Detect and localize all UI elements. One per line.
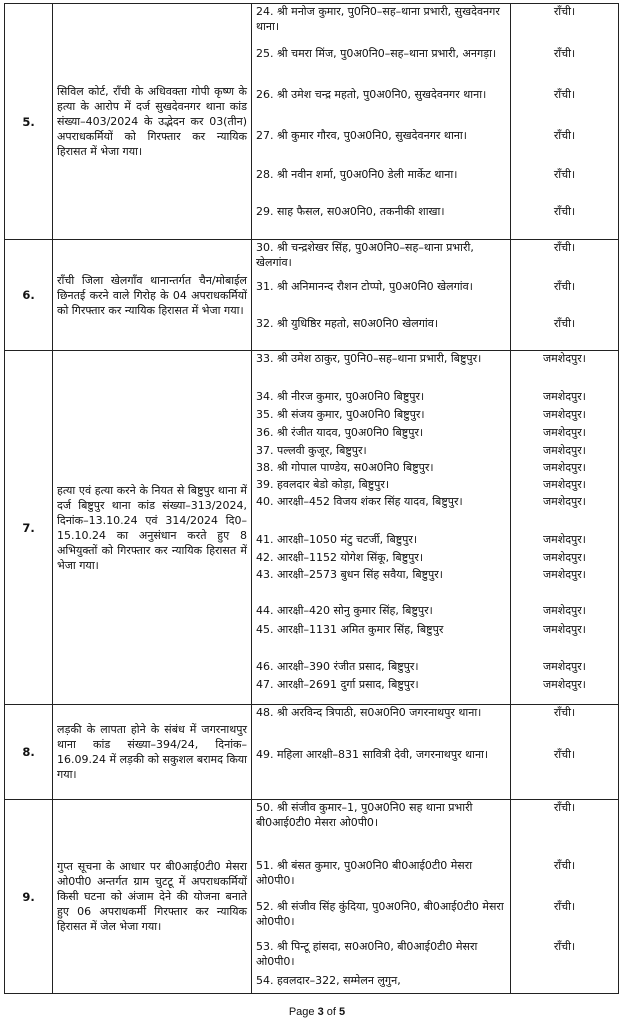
officer-entry: 53. श्री पिन्टू हांसदा, स0अ0नि0, बी0आई0टी0 मेसरा ओ0पी0। (256, 940, 478, 968)
officer-entry: 39. हवलदार बेडो कोड़ा, बिष्टुपुर। (256, 478, 390, 491)
serial-number: 8. (5, 705, 53, 800)
location-list (511, 240, 619, 351)
location-entry: जमशेदपुर। (543, 551, 586, 564)
location-entry: जमशेदपुर। (543, 660, 586, 673)
serial-number: 7. (5, 351, 53, 705)
officer-entry: 50. श्री संजीव कुमार–1, पु0अ0नि0 सह थाना प्रभारी बी0आई0टी0 मेसरा ओ0पी0। (256, 801, 473, 829)
officer-entry: 54. हवलदार–322, सम्मेलन लुगुन, (256, 974, 401, 987)
location-entry: राँची। (553, 47, 576, 60)
officer-entry: 26. श्री उमेश चन्द्र महतो, पु0अ0नि0, सुखदेवनगर थाना। (256, 88, 487, 101)
current-page-number: 3 (317, 1006, 324, 1018)
table-row (5, 351, 619, 705)
page-footer (0, 1006, 634, 1018)
location-list (511, 705, 619, 800)
location-entry: राँची। (553, 168, 576, 181)
officer-entry: 51. श्री बंसत कुमार, पु0अ0नि0 बी0आई0टी0 मेसरा ओ0पी0। (256, 859, 473, 887)
officer-entry: 43. आरक्षी–2573 बुधन सिंह सवैया, बिष्टुपुर। (256, 568, 443, 581)
officer-entry: 44. आरक्षी–420 सोनु कुमार सिंह, बिष्टुपुर। (256, 604, 433, 617)
serial-number: 5. (5, 4, 53, 240)
officer-entry: 41. आरक्षी–1050 मंटु चटर्जी, बिष्टुपुर। (256, 533, 418, 546)
page-label: Page (288, 1006, 318, 1018)
location-entry: राँची। (553, 88, 576, 101)
location-entry: राँची। (553, 129, 576, 142)
officer-list (252, 4, 511, 240)
honours-table (4, 3, 619, 994)
location-entry: राँची। (553, 706, 576, 719)
location-entry: राँची। (553, 280, 576, 293)
officer-entry: 28. श्री नवीन शर्मा, पु0अ0नि0 डेली मार्केट थाना। (256, 168, 458, 181)
officer-entry: 32. श्री युधिष्ठिर महतो, स0अ0नि0 खेलगांव। (256, 317, 439, 330)
officer-list (252, 351, 511, 705)
location-entry: राँची। (553, 801, 576, 814)
location-list (511, 4, 619, 240)
location-entry: जमशेदपुर। (543, 533, 586, 546)
case-description: सिविल कोर्ट, राँची के अधिवक्ता गोपी कृष्ण के हत्या के आरोप में दर्ज सुखदेवनगर थाना कांड संख्या–403/2024 के उद्भेदन कर 03(तीन) अपराधकर्मियों को गिरफ्तार कर न्यायिक हिरासत में भेजा गया। (53, 4, 252, 240)
case-description: गुप्त सूचना के आधार पर बी0आई0टी0 मेसरा ओ0पी0 अन्तर्गत ग्राम चुटटू में अपराधकर्मियों किसी घटना को अंजाम देने की योजना बनाते हुए 06 अपराधकर्मी गिरफ्तार कर न्यायिक हिरासत में जेल भेजा गया। (53, 800, 252, 994)
officer-entry: 33. श्री उमेश ठाकुर, पु0नि0–सह–थाना प्रभारी, बिष्टुपुर। (256, 352, 482, 365)
case-description: हत्या एवं हत्या करने के नियत से बिष्टुपुर थाना में दर्ज बिष्टुपुर थाना कांड संख्या–313/2024, दिनांक–13.10.24 एवं 314/2024 दि0–15.10.24 का अनुसंधान करते हुए 8 अभियुक्तों को गिरफ्तार कर न्यायिक हिरासत में भेजा गया। (53, 351, 252, 705)
location-entry: राँची। (553, 748, 576, 761)
officer-entry: 47. आरक्षी–2691 दुर्गा प्रसाद, बिष्टुपुर। (256, 678, 419, 691)
table-row (5, 240, 619, 351)
location-entry: जमशेदपुर। (543, 408, 586, 421)
officer-entry: 29. साह फैसल, स0अ0नि0, तकनीकी शाखा। (256, 205, 445, 218)
officer-entry: 25. श्री चमरा मिंज, पु0अ0नि0–सह–थाना प्रभारी, अनगड़ा। (256, 47, 497, 60)
location-entry: राँची। (553, 900, 576, 913)
case-description: लड़की के लापता होने के संबंध में जगरनाथपुर थाना कांड संख्या–394/24, दिनांक–16.09.24 में लड़की को सकुशल बरामद किया गया। (53, 705, 252, 800)
location-list (511, 800, 619, 994)
location-entry: जमशेदपुर। (543, 426, 586, 439)
officer-entry: 38. श्री गोपाल पाण्डेय, स0अ0नि0 बिष्टुपुर। (256, 461, 434, 474)
officer-entry: 46. आरक्षी–390 रंजीत प्रसाद, बिष्टुपुर। (256, 660, 419, 673)
officer-entry: 35. श्री संजय कुमार, पु0अ0नि0 बिष्टुपुर। (256, 408, 425, 421)
location-entry: राँची। (553, 859, 576, 872)
location-entry: जमशेदपुर। (543, 352, 586, 365)
location-entry: राँची। (553, 5, 576, 18)
location-entry: जमशेदपुर। (543, 568, 586, 581)
officer-entry: 45. आरक्षी–1131 अमित कुमार सिंह, बिष्टुपुर (256, 623, 444, 636)
location-entry: जमशेदपुर। (543, 678, 586, 691)
officer-entry: 24. श्री मनोज कुमार, पु0नि0–सह–थाना प्रभारी, सुखदेवनगर थाना। (256, 5, 500, 33)
location-entry: राँची। (553, 940, 576, 953)
serial-number: 9. (5, 800, 53, 994)
case-description: राँची जिला खेलगाँव थानान्तर्गत चैन/मोबाईल छिनतई करने वाले गिरोह के 04 अपराधकर्मियों को गिरफ्तार कर न्यायिक हिरासत में भेजा गया। (53, 240, 252, 351)
officer-entry: 48. श्री अरविन्द त्रिपाठी, स0अ0नि0 जगरनाथपुर थाना। (256, 706, 482, 719)
table-row (5, 800, 619, 994)
location-entry: जमशेदपुर। (543, 478, 586, 491)
serial-number: 6. (5, 240, 53, 351)
location-entry: जमशेदपुर। (543, 604, 586, 617)
location-entry: जमशेदपुर। (543, 495, 586, 508)
officer-list (252, 240, 511, 351)
location-entry: जमशेदपुर। (543, 390, 586, 403)
officer-list (252, 800, 511, 994)
location-list (511, 351, 619, 705)
location-entry: राँची। (553, 241, 576, 254)
location-entry: राँची। (553, 317, 576, 330)
location-entry: जमशेदपुर। (543, 461, 586, 474)
page-of-label: of (323, 1006, 340, 1018)
officer-entry: 40. आरक्षी–452 विजय शंकर सिंह यादव, बिष्टुपुर। (256, 495, 463, 508)
officer-entry: 31. श्री अनिमानन्द रौशन टोप्पो, पु0अ0नि0 खेलगांव। (256, 280, 473, 293)
total-page-count: 5 (339, 1006, 346, 1018)
table-row (5, 705, 619, 800)
officer-entry: 27. श्री कुमार गौरव, पु0अ0नि0, सुखदेवनगर थाना। (256, 129, 467, 142)
officer-entry: 30. श्री चन्द्रशेखर सिंह, पु0अ0नि0–सह–थाना प्रभारी, खेलगांव। (256, 241, 474, 269)
officer-list (252, 705, 511, 800)
location-entry: जमशेदपुर। (543, 623, 586, 636)
officer-entry: 49. महिला आरक्षी–831 सावित्री देवी, जगरनाथपुर थाना। (256, 748, 489, 761)
officer-entry: 52. श्री संजीव सिंह कुंदिया, पु0अ0नि0, बी0आई0टी0 मेसरा ओ0पी0। (256, 900, 504, 928)
officer-entry: 36. श्री रंजीत यादव, पु0अ0नि0 बिष्टुपुर। (256, 426, 424, 439)
officer-entry: 42. आरक्षी–1152 योगेश सिंकू, बिष्टुपुर। (256, 551, 424, 564)
officer-entry: 34. श्री नीरज कुमार, पु0अ0नि0 बिष्टुपुर। (256, 390, 425, 403)
location-entry: जमशेदपुर। (543, 444, 586, 457)
table-row (5, 4, 619, 240)
location-entry: राँची। (553, 205, 576, 218)
officer-entry: 37. पल्लवी कुजूर, बिष्टुपुर। (256, 444, 367, 457)
